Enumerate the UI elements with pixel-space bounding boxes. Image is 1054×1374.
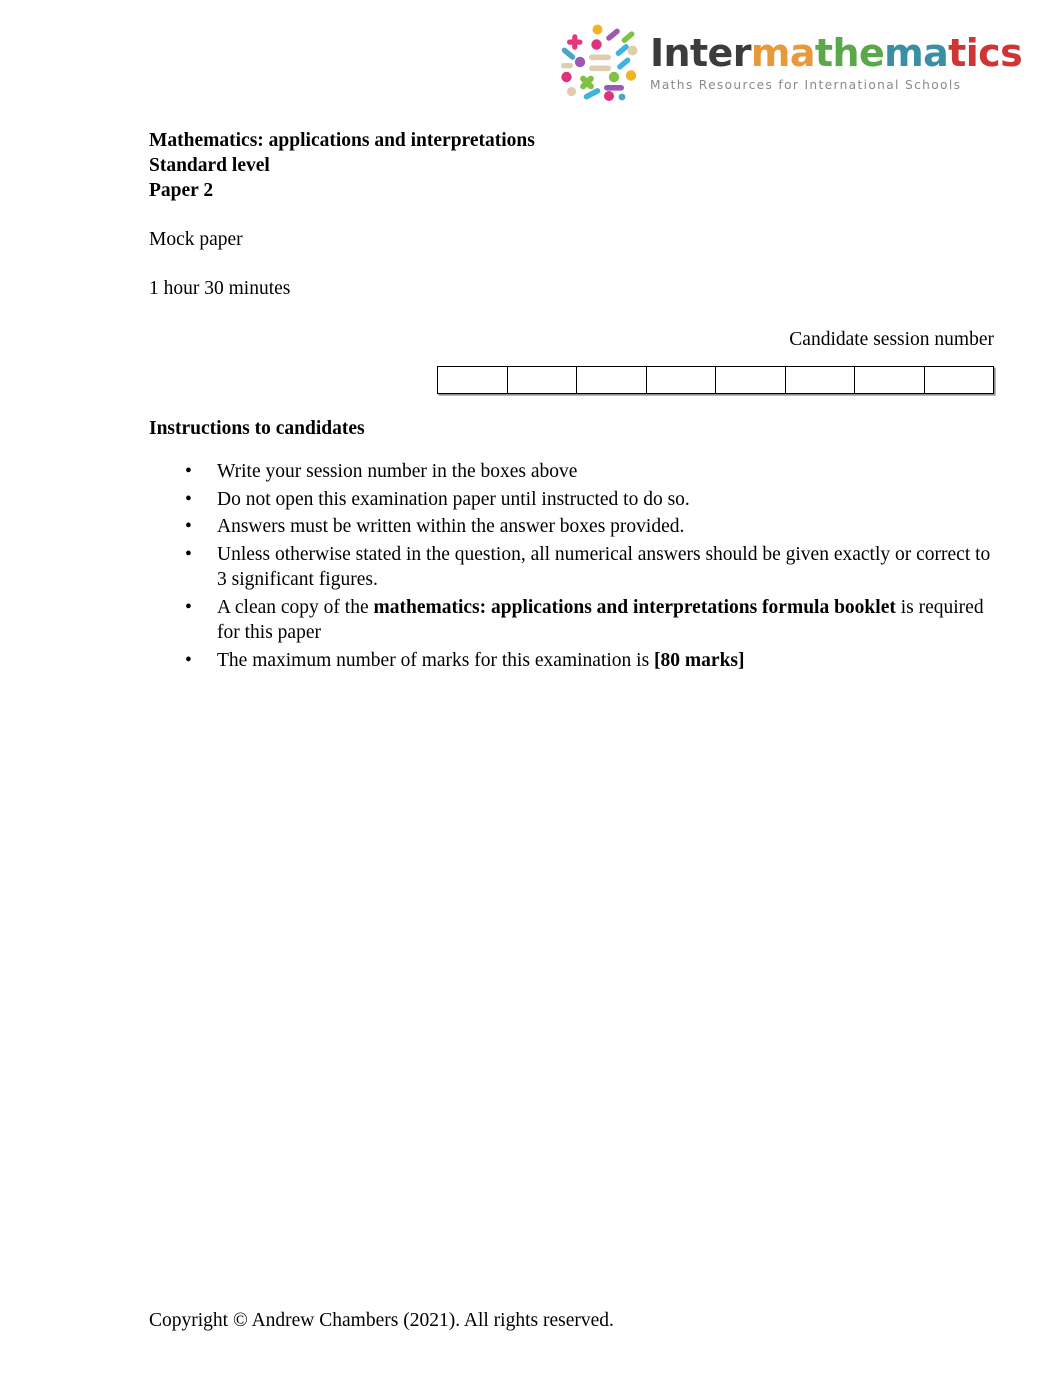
instructions-list: [149, 459, 995, 673]
session-digit-cell[interactable]: [508, 367, 578, 393]
paper-level-line: Standard level: [149, 155, 270, 176]
instruction-text: [217, 516, 684, 537]
list-item: [149, 648, 995, 674]
instruction-run: Answers must be written within the answer boxes provided.: [217, 516, 685, 537]
logo-tagline: Maths Resources for International Schools: [650, 77, 962, 92]
bullet-icon: •: [185, 649, 192, 671]
logo-wordmark-group: [650, 31, 1023, 92]
paper-number-line: Paper 2: [149, 180, 214, 201]
cover-content: [149, 128, 995, 675]
list-item: [149, 595, 995, 646]
wordmark-part-ma2: ma: [884, 31, 949, 76]
instruction-run: A clean copy of the: [217, 596, 374, 618]
instruction-emphasis: [80 marks]: [654, 649, 745, 671]
bullet-icon: •: [185, 543, 192, 565]
wordmark-part-ma1: ma: [750, 31, 815, 76]
paper-type: Mock paper: [149, 229, 243, 250]
instruction-text: [217, 489, 690, 510]
session-digit-cell[interactable]: [925, 367, 994, 393]
list-item: [149, 487, 995, 513]
instruction-run: is required for this paper: [217, 596, 984, 643]
instructions-heading: Instructions to candidates: [149, 418, 365, 439]
list-item: [149, 514, 995, 540]
candidate-session-number-label: Candidate session number: [789, 329, 994, 350]
instruction-run: Write your session number in the boxes above: [217, 461, 578, 482]
intermathematics-logo: [558, 22, 1023, 104]
instruction-text: [217, 650, 745, 671]
paper-duration: 1 hour 30 minutes: [149, 278, 291, 299]
candidate-session-number-boxes[interactable]: [437, 366, 994, 394]
list-item: [149, 459, 995, 485]
wordmark-part-the: the: [814, 31, 885, 76]
instruction-text: [217, 597, 984, 644]
session-digit-cell[interactable]: [647, 367, 717, 393]
paper-subject-line: Mathematics: applications and interpretations: [149, 130, 535, 151]
instruction-run: Do not open this examination paper until instructed to do so.: [217, 488, 690, 510]
instruction-emphasis: mathematics: applications and interpretations formula booklet: [373, 596, 896, 618]
bullet-icon: •: [185, 461, 192, 482]
instruction-run: Unless otherwise stated in the question, all numerical answers should be given exactly or correct to 3 significant figures.: [217, 543, 991, 590]
copyright-footer: Copyright © Andrew Chambers (2021). All rights reserved.: [149, 1310, 614, 1331]
logo-mark-icon: [558, 23, 640, 103]
list-item: [149, 542, 995, 593]
wordmark-part-inter: Inter: [650, 31, 751, 76]
session-digit-cell[interactable]: [855, 367, 925, 393]
instruction-text: [217, 461, 577, 482]
session-digit-cell[interactable]: [786, 367, 856, 393]
logo-wordmark: [650, 31, 1023, 76]
bullet-icon: •: [185, 516, 192, 537]
session-digit-cell[interactable]: [577, 367, 647, 393]
bullet-icon: •: [185, 596, 192, 618]
bullet-icon: •: [185, 488, 192, 510]
session-digit-cell[interactable]: [438, 367, 508, 393]
session-digit-cell[interactable]: [716, 367, 786, 393]
instruction-text: [217, 544, 990, 591]
instruction-run: The maximum number of marks for this examination is: [217, 649, 655, 671]
wordmark-part-tics: tics: [948, 31, 1023, 76]
